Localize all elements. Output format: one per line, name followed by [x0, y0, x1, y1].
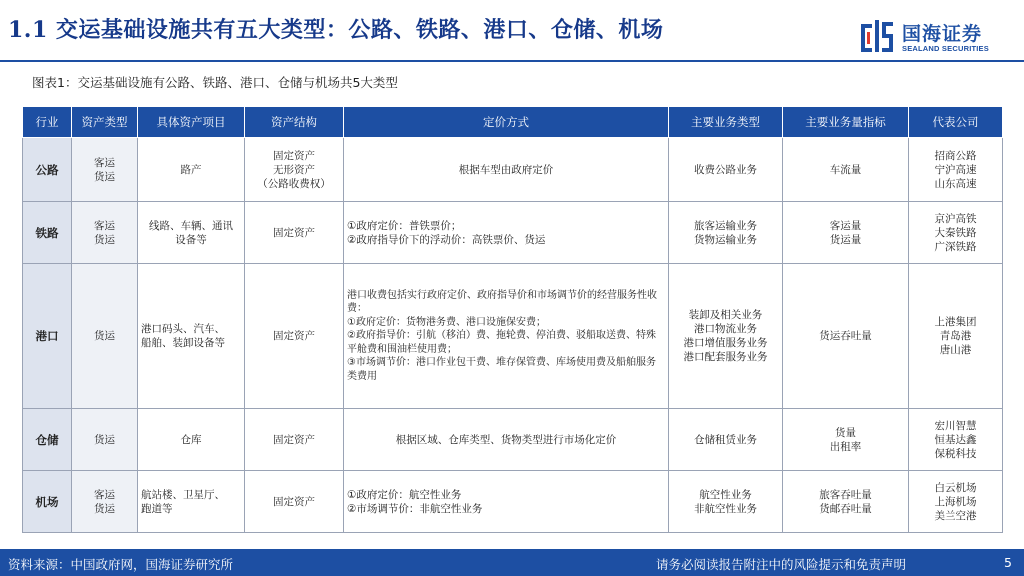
cell-asset-items: 线路、车辆、通讯 设备等: [138, 202, 245, 264]
table-row: [23, 202, 1003, 264]
cell-volume-indicator: 货量 出租率: [783, 409, 909, 471]
cell-volume-indicator: 货运吞吐量: [783, 264, 909, 409]
header-asset-type: 资产类型: [72, 107, 138, 138]
cell-asset-structure: 固定资产: [245, 264, 344, 409]
table-row: [23, 264, 1003, 409]
cell-business-type: 仓储租赁业务: [669, 409, 783, 471]
table-caption: 图表1：交运基础设施有公路、铁路、港口、仓储与机场共5大类型: [32, 75, 398, 90]
header-industry: 行业: [23, 107, 72, 138]
footer-bar: [0, 549, 1024, 576]
header: [0, 0, 1024, 66]
row-industry: 仓储: [23, 409, 72, 471]
header-pricing: 定价方式: [344, 107, 669, 138]
table-header-row: [23, 107, 1003, 138]
page-title: 1.1 交运基础设施共有五大类型：公路、铁路、港口、仓储、机场: [8, 17, 664, 43]
cell-companies: 白云机场 上海机场 美兰空港: [909, 471, 1003, 533]
cell-asset-type: 货运: [72, 409, 138, 471]
table-row: [23, 471, 1003, 533]
table-row: [23, 409, 1003, 471]
logo-text-cn: 国海证券: [902, 23, 983, 45]
cell-companies: 招商公路 宁沪高速 山东高速: [909, 138, 1003, 202]
cell-volume-indicator: 客运量 货运量: [783, 202, 909, 264]
cell-pricing: 根据车型由政府定价: [344, 138, 669, 202]
header-asset-structure: 资产结构: [245, 107, 344, 138]
header-asset-items: 具体资产项目: [138, 107, 245, 138]
cell-companies: 京沪高铁 大秦铁路 广深铁路: [909, 202, 1003, 264]
cell-asset-items: 港口码头、汽车、 船舶、装卸设备等: [138, 264, 245, 409]
sealand-logo-icon: [858, 18, 896, 54]
disclaimer-note: 请务必阅读报告附注中的风险提示和免责声明: [656, 557, 907, 572]
cell-asset-structure: 固定资产: [245, 409, 344, 471]
cell-companies: 宏川智慧 恒基达鑫 保税科技: [909, 409, 1003, 471]
header-business-type: 主要业务类型: [669, 107, 783, 138]
cell-asset-items: 路产: [138, 138, 245, 202]
cell-business-type: 旅客运输业务 货物运输业务: [669, 202, 783, 264]
logo-text-en: SEALAND SECURITIES: [902, 44, 989, 53]
cell-pricing: 港口收费包括实行政府定价、政府指导价和市场调节价的经营服务性收费： ①政府定价：货物港务费、港口设施保安费； ②政府指导价：引航（移泊）费、拖轮费、停泊费、驳船取送费、特殊平舱费和围油栏使用费； ③市场调节价：港口作业包干费、堆存保管费、库场使用费及船舶服务类费用: [344, 264, 669, 409]
cell-pricing: ①政府定价：航空性业务 ②市场调节价：非航空性业务: [344, 471, 669, 533]
cell-asset-type: 客运 货运: [72, 471, 138, 533]
row-industry: 公路: [23, 138, 72, 202]
cell-business-type: 收费公路业务: [669, 138, 783, 202]
row-industry: 港口: [23, 264, 72, 409]
table-row: [23, 138, 1003, 202]
cell-asset-structure: 固定资产: [245, 202, 344, 264]
cell-asset-structure: 固定资产 无形资产 （公路收费权）: [245, 138, 344, 202]
row-industry: 铁路: [23, 202, 72, 264]
cell-companies: 上港集团 青岛港 唐山港: [909, 264, 1003, 409]
infrastructure-table: [22, 106, 1003, 533]
cell-asset-type: 客运 货运: [72, 138, 138, 202]
cell-asset-items: 航站楼、卫星厅、 跑道等: [138, 471, 245, 533]
header-companies: 代表公司: [909, 107, 1003, 138]
cell-volume-indicator: 旅客吞吐量 货邮吞吐量: [783, 471, 909, 533]
company-logo: [858, 14, 1008, 58]
cell-volume-indicator: 车流量: [783, 138, 909, 202]
header-volume-indicator: 主要业务量指标: [783, 107, 909, 138]
cell-business-type: 装卸及相关业务 港口物流业务 港口增值服务业务 港口配套服务业务: [669, 264, 783, 409]
row-industry: 机场: [23, 471, 72, 533]
cell-pricing: 根据区域、仓库类型、货物类型进行市场化定价: [344, 409, 669, 471]
cell-asset-type: 客运 货运: [72, 202, 138, 264]
cell-asset-structure: 固定资产: [245, 471, 344, 533]
cell-asset-type: 货运: [72, 264, 138, 409]
cell-asset-items: 仓库: [138, 409, 245, 471]
cell-pricing: ①政府定价：普铁票价； ②政府指导价下的浮动价：高铁票价、货运: [344, 202, 669, 264]
page-number: 5: [1004, 555, 1012, 570]
header-divider: [0, 60, 1024, 62]
cell-business-type: 航空性业务 非航空性业务: [669, 471, 783, 533]
source-note: 资料来源：中国政府网，国海证券研究所: [8, 557, 234, 572]
